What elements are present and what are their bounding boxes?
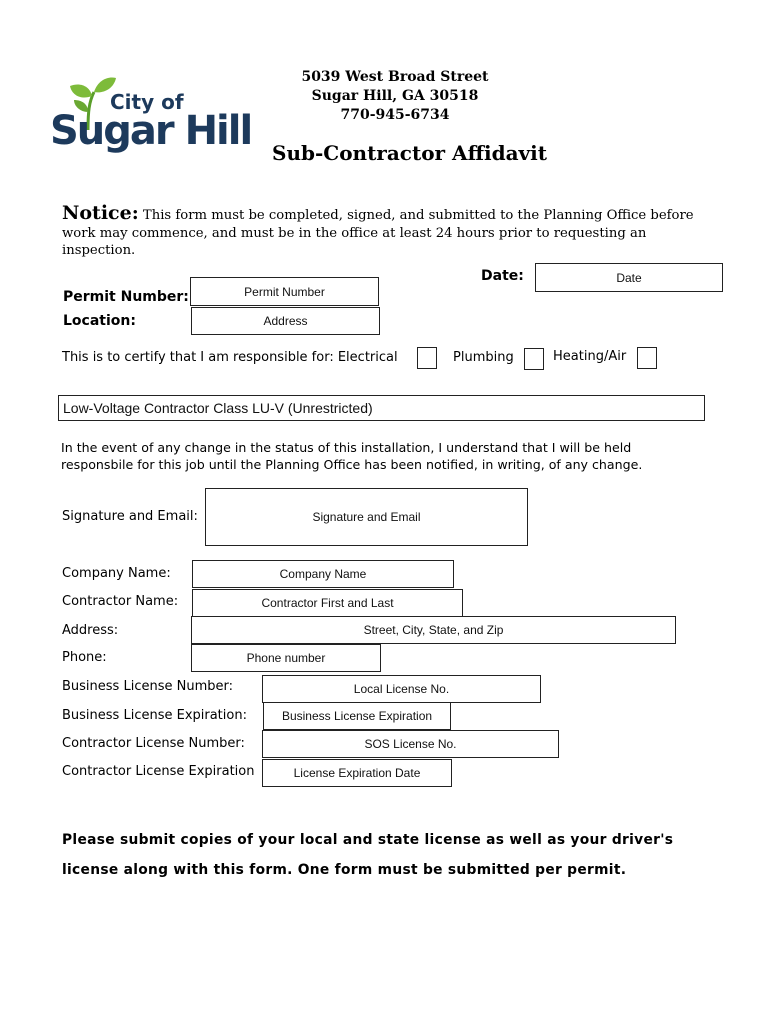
business-license-number-field[interactable]: Local License No. bbox=[262, 675, 541, 703]
heating-air-checkbox[interactable] bbox=[637, 347, 657, 369]
address-city: Sugar Hill, GA 30518 bbox=[311, 88, 479, 104]
logo-small-text: City of bbox=[110, 90, 184, 114]
electrical-checkbox[interactable] bbox=[417, 347, 437, 369]
address-block bbox=[280, 68, 510, 125]
signature-label: Signature and Email: bbox=[62, 509, 198, 524]
heating-air-label: Heating/Air bbox=[553, 349, 627, 364]
change-notice bbox=[61, 439, 642, 473]
address-field[interactable]: Street, City, State, and Zip bbox=[191, 616, 676, 644]
submission-instructions bbox=[62, 825, 673, 885]
contractor-name-field[interactable]: Contractor First and Last bbox=[192, 589, 463, 617]
contractor-license-number-label: Contractor License Number: bbox=[62, 736, 245, 751]
business-license-expiration-label: Business License Expiration: bbox=[62, 708, 247, 723]
address-phone: 770-945-6734 bbox=[340, 107, 450, 123]
city-logo bbox=[50, 70, 265, 170]
notice-label: Notice: bbox=[62, 202, 139, 224]
notice-block bbox=[62, 202, 752, 260]
permit-number-label: Permit Number: bbox=[63, 289, 189, 305]
logo-big-text: Sugar Hill bbox=[50, 108, 252, 154]
company-name-field[interactable]: Company Name bbox=[192, 560, 454, 588]
notice-line3: inspection. bbox=[62, 243, 136, 258]
signature-field[interactable]: Signature and Email bbox=[205, 488, 528, 546]
instructions-line2: license along with this form. One form must be submitted per permit. bbox=[62, 862, 627, 878]
permit-number-field[interactable]: Permit Number bbox=[190, 277, 379, 306]
phone-label: Phone: bbox=[62, 650, 107, 665]
business-license-expiration-field[interactable]: Business License Expiration bbox=[263, 702, 451, 730]
contractor-license-expiration-label: Contractor License Expiration bbox=[62, 764, 255, 779]
contractor-name-label: Contractor Name: bbox=[62, 594, 179, 609]
phone-field[interactable]: Phone number bbox=[191, 644, 381, 672]
location-label: Location: bbox=[63, 313, 136, 329]
certify-text: This is to certify that I am responsible for: Electrical bbox=[62, 350, 398, 365]
contractor-license-number-field[interactable]: SOS License No. bbox=[262, 730, 559, 758]
notice-line2: work may commence, and must be in the office at least 24 hours prior to requesting an bbox=[62, 225, 647, 241]
contractor-license-expiration-field[interactable]: License Expiration Date bbox=[262, 759, 452, 787]
business-license-number-label: Business License Number: bbox=[62, 679, 233, 694]
address-label: Address: bbox=[62, 623, 119, 638]
plumbing-label: Plumbing bbox=[453, 350, 514, 365]
address-street: 5039 West Broad Street bbox=[301, 69, 489, 85]
change-notice-line1: In the event of any change in the status of this installation, I understand that I will be held bbox=[61, 440, 632, 455]
location-field[interactable]: Address bbox=[191, 307, 380, 335]
date-field[interactable]: Date bbox=[535, 263, 723, 292]
change-notice-line2: responsbile for this job until the Planning Office has been notified, in writing, of any change. bbox=[61, 457, 643, 472]
plumbing-checkbox[interactable] bbox=[524, 348, 544, 370]
low-voltage-contractor-field[interactable]: Low-Voltage Contractor Class LU-V (Unrestricted) bbox=[58, 395, 705, 421]
company-name-label: Company Name: bbox=[62, 566, 171, 581]
instructions-line1: Please submit copies of your local and state license as well as your driver's bbox=[62, 832, 674, 848]
notice-line1: This form must be completed, signed, and submitted to the Planning Office before bbox=[142, 208, 694, 223]
page-title: Sub-Contractor Affidavit bbox=[272, 141, 547, 165]
date-label: Date: bbox=[481, 268, 524, 284]
